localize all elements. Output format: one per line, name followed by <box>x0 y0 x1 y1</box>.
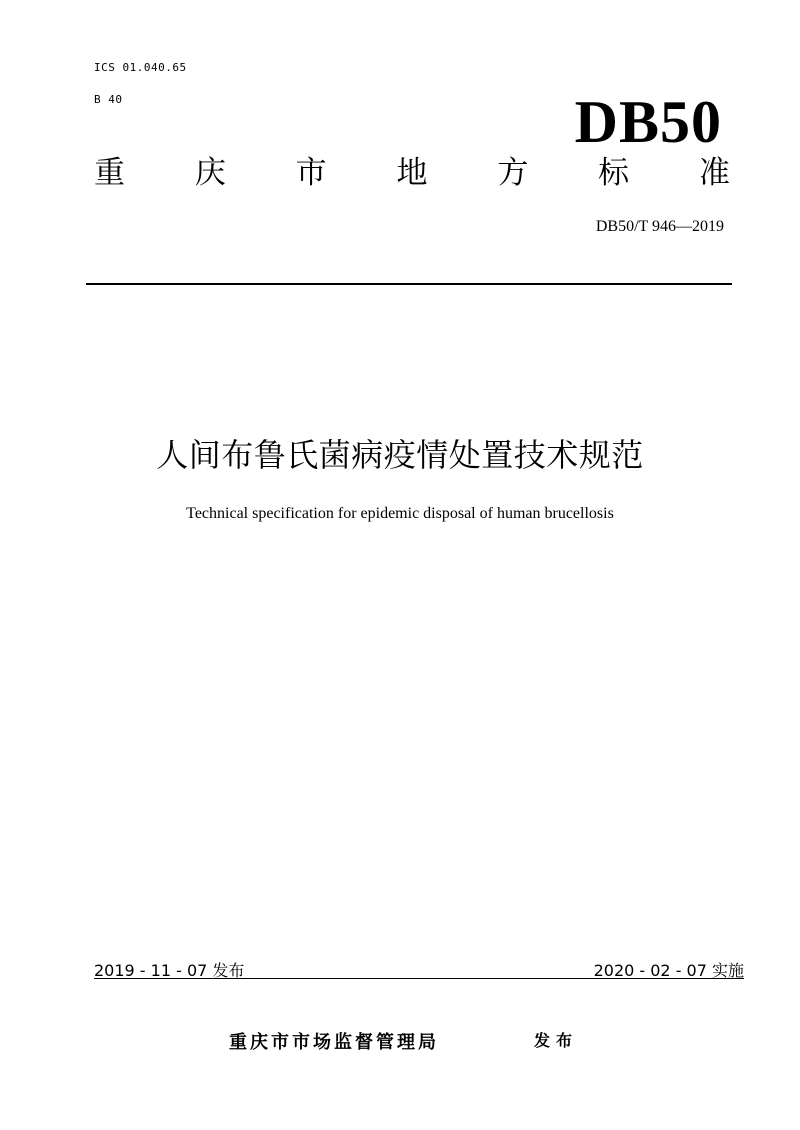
header-divider <box>86 283 732 285</box>
standard-type-heading <box>94 156 730 190</box>
title-chinese: 人间布鲁氏菌病疫情处置技术规范 <box>156 436 644 474</box>
standard-type-char: 方 <box>497 155 529 191</box>
ics-code: ICS 01.040.65 <box>94 61 187 74</box>
standard-type-char: 重 <box>94 155 125 191</box>
ccs-code: B 40 <box>94 93 123 106</box>
standard-number: DB50/T 946—2019 <box>595 218 724 235</box>
standard-type-char: 市 <box>295 155 327 191</box>
standard-type-char: 标 <box>598 155 630 191</box>
issuer-name: 重庆市市场监督管理局 <box>229 1032 439 1053</box>
standard-logo: DB50 <box>574 89 722 155</box>
date-divider <box>94 978 744 979</box>
implementation-date: 2020 - 02 - 07 实施 <box>593 961 744 980</box>
standard-type-char: 庆 <box>194 155 226 191</box>
standard-type-char: 地 <box>396 155 428 191</box>
issuer-action: 发布 <box>534 1031 579 1050</box>
issue-date: 2019 - 11 - 07 发布 <box>94 961 245 980</box>
title-english: Technical specification for epidemic disposal of human brucellosis <box>186 505 614 522</box>
standard-type-char: 准 <box>698 155 730 191</box>
